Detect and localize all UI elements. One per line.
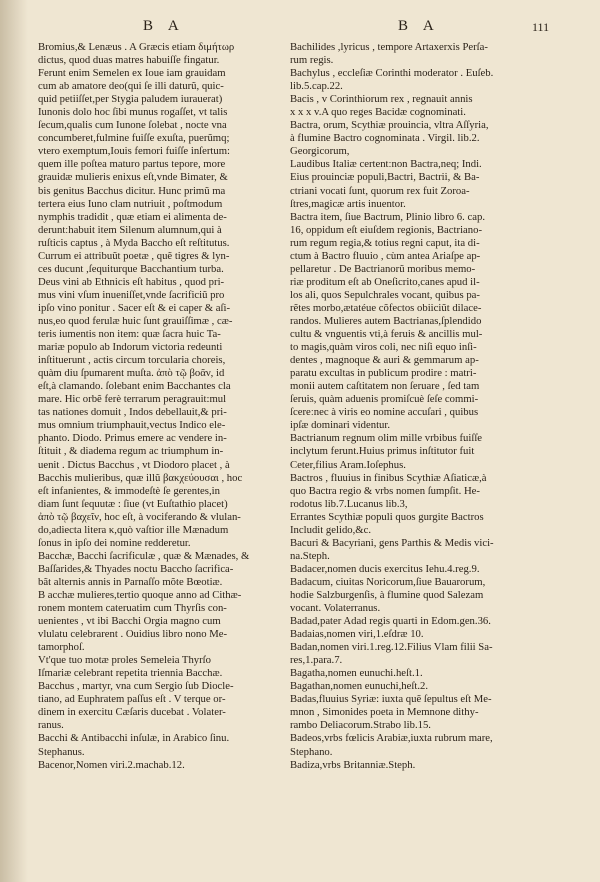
text-line: Vt'que tuo motæ proles Semeleia Thyrſo — [38, 654, 211, 667]
text-line: Ferunt enim Semelen ex Ioue iam grauidam — [38, 67, 226, 80]
page-gutter-shadow — [0, 0, 28, 882]
text-line: Bagathan,nomen eunuchi,heſt.2. — [290, 680, 429, 693]
text-line: tiano, ad Euphratem paſſus eſt . V terque or- — [38, 693, 226, 706]
text-line: ctriani vocati ſunt, quorum rex fuit Zoroa- — [290, 184, 470, 197]
text-line: diam ſunt ſequutæ : ſiue (vt Euſtathio placet) — [38, 497, 228, 510]
text-line: vocant. Volaterranus. — [290, 602, 381, 615]
text-line: ſonus in ipſo dei nomine redderetur. — [38, 536, 191, 549]
right-text-column — [290, 41, 552, 772]
text-line: nymphis tradidit , quæ etiam ei alimenta de- — [38, 210, 227, 223]
text-line: uenit . Dictus Bacchus , vt Diodoro placet , à — [38, 458, 230, 471]
text-line: to magis,quàm viros coli, nec niſi equo inſi- — [290, 341, 477, 354]
text-line: deruntːhabuit item Silenum alumnum,qui à — [38, 223, 222, 236]
text-line: phanto. Diodo. Primus emere ac vendere in- — [38, 432, 227, 445]
text-line: tas nationes domuit , Indos debellauit,& pri- — [38, 406, 227, 419]
text-line: Currum ei attribuũt poetæ , quẽ tigres & lyn- — [38, 249, 230, 262]
text-line: ipſæ dominari videntur. — [290, 419, 391, 432]
text-line: monii autem caſtitatem non ſeruare , ſed tam — [290, 380, 480, 393]
text-line: res,1.para.7. — [290, 654, 343, 667]
text-line: do,adiecta litera κ,quò vaſtior ille Mænadum — [38, 523, 229, 536]
text-line: Georgicorum, — [290, 145, 350, 158]
text-line: quem ille poſtea maturo partus tepore, more — [38, 158, 226, 171]
text-line: dictus, quod duas matres habuiſſe fingatur. — [38, 54, 220, 67]
text-line: Deus vini ab Ethnicis eſt habitus , quod pri- — [38, 275, 225, 288]
text-line: Stephano. — [290, 745, 333, 758]
text-line: randos. Mulieres autem Bactrianas,ſplendido — [290, 314, 482, 327]
text-line: Bactra item, ſiue Bactrum, Plinio libro 6. cap. — [290, 210, 485, 223]
text-line: x x x v.A quo reges Bacidæ cognominati. — [290, 106, 466, 119]
text-line: tertera eius Iuno clam nutriuit , poſtmodum — [38, 197, 223, 210]
text-line: Bactra, orum, Scythiæ prouincia, vltra Aſſyria, — [290, 119, 489, 132]
text-line: mnon , Simonides poeta in Memnone dithy- — [290, 706, 479, 719]
text-line: mus vini vſum inueniſſet,vnde ſacrificiũ pro — [38, 288, 225, 301]
text-line: Includit gelido,&c. — [290, 523, 372, 536]
text-line: grauidæ mulieris enixus eſt,vnde Bimater, & — [38, 171, 228, 184]
text-line: Badacer,nomen ducis exercitus Iehu.4.reg.9. — [290, 562, 480, 575]
text-line: Iſmariæ celebrant repetita triennia Bacchæ. — [38, 667, 223, 680]
text-line: eſt infanientes, & immodeſtè ſe gerentes,in — [38, 484, 220, 497]
text-line: ipſo vino ponitur . Sacer eſt & ei caper & aſi- — [38, 301, 231, 314]
text-line: Eius prouinciæ populi,Bactri, Bactrii, & Ba- — [290, 171, 480, 184]
text-line: ἀπὸ τῷ βαχεῖν, hoc eſt, à vociferando & vlulan- — [38, 510, 241, 523]
text-line: bãt alternis annis in Parnaſſo mõte Bœotiæ. — [38, 575, 223, 588]
text-line: ſtres,magicæ artis inuentor. — [290, 197, 406, 210]
text-line: Bromius,& Lenæus . A Græcis etiam διμήτωρ — [38, 41, 235, 53]
text-line: quo Bactra regio & vrbs nomen ſumpſit. He- — [290, 484, 480, 497]
text-line: Ceter,filius Aram.Ioſephus. — [290, 458, 406, 471]
text-line: mare. Hic orbẽ ferè terrarum peragrauit:mul — [38, 393, 227, 406]
text-line: rum regis. — [290, 54, 334, 67]
text-line: Iunonis dolo hoc ſibi munus rogaſſet, vt talis — [38, 106, 228, 119]
text-line: Baſſarides,& Thyades noctu Baccho ſacrifica- — [38, 562, 234, 575]
text-line: rẽtes morbo,ætatéue cõfectos obiiciũt dilace- — [290, 301, 482, 314]
text-line: Bagatha,nomen eunuchi.heſt.1. — [290, 667, 423, 680]
text-line: vtero exemptum,Iouis femori fuiſſe inſertum: — [38, 145, 231, 158]
text-line: ctum à Bactro fluuio , cùm antea Ariaſpe ap- — [290, 249, 481, 262]
text-line: Errantes Scythiæ populi quos gurgite Bactros — [290, 510, 484, 523]
text-line: vlulatu celebrarent . Ouidius libro nono Me- — [38, 628, 228, 641]
text-line: hodie Salzburgenſis, à flumine quod Salezam — [290, 588, 484, 601]
text-line: ces ducunt ,ſequiturque Bacchantium turba. — [38, 262, 224, 275]
text-line: ronem montem cateruatim cum Thyrſis con- — [38, 602, 227, 615]
running-header — [0, 18, 600, 40]
text-line: Bacchus , martyr, vna cum Sergio ſub Diocle- — [38, 680, 234, 693]
text-line: uenientes , vt ibi Bacchi Orgia magno cum — [38, 615, 221, 628]
left-text-column — [38, 41, 284, 772]
text-line: cum ab amatore deo(qui ſe illi daturũ, quic- — [38, 80, 224, 93]
text-line: bis genitus Bacchus dicitur. Hunc primũ ma — [38, 184, 226, 197]
text-line: na.Steph. — [290, 549, 330, 562]
text-line: riæ proditum eſt ab Oneſicrito,canes apud il- — [290, 275, 480, 288]
text-line: mus omnium triumphauit,vectus Indico ele- — [38, 419, 226, 432]
text-line: ſtituit , & diadema regum ac triumphum in- — [38, 445, 224, 458]
text-line: Badad,pater Adad regis quarti in Edom.gen.36. — [290, 615, 491, 628]
text-line: mariæ populo ab Indorum victoria redeunti — [38, 341, 223, 354]
text-line: rodotus lib.7.Lucanus lib.3, — [290, 497, 408, 510]
text-line: ſecum,qualis cum Iunone ſolebat , nocte vna — [38, 119, 227, 132]
text-line: Bacenor,Nomen viri.2.machab.12. — [38, 758, 185, 771]
header-letters-left: B A — [143, 18, 185, 34]
text-line: teris iumentis non item: quæ ſacra huic Ta- — [38, 328, 221, 341]
text-line: à flumine Bactro cognominata . Virgil. lib.2. — [290, 132, 480, 145]
text-line: tamorphoſ. — [38, 641, 85, 654]
text-line: Badacum, ciuitas Noricorum,ſiue Bauarorum, — [290, 575, 486, 588]
text-line: ranus. — [38, 719, 64, 732]
header-letters-right: B A — [398, 18, 440, 34]
text-line: eſt,à clamando. ſolebant enim Bacchantes cla — [38, 380, 231, 393]
text-line: quid petiiſſet,per Stygia paludem iurauerat) — [38, 93, 223, 106]
text-line: Bachilides ,lyricus , tempore Artaxerxis Perſa- — [290, 41, 488, 53]
text-line: concumberet,fulmine fuiſſe exuſta, puerũmq; — [38, 132, 230, 145]
text-line: Stephanus. — [38, 745, 85, 758]
text-line: 16, oppidum eſt eiuſdem regionis, Bactriano- — [290, 223, 483, 236]
text-line: Badeos,vrbs fœlicis Arabiæ,iuxta rubrum mare, — [290, 732, 493, 745]
text-line: cultu & vnguentis vti,à feruis & ancillis mul- — [290, 328, 483, 341]
page-number: 111 — [532, 20, 550, 34]
text-line: ſcereːnec à viris eo nomine accuſari , quibus — [290, 406, 479, 419]
text-line: Badas,fluuius Syriæ: iuxta quẽ ſepultus eſt Me- — [290, 693, 492, 706]
text-line: Bactrianum regnum olim mille vrbibus fuiſſe — [290, 432, 483, 445]
text-line: rambo Deliacorum.Strabo lib.15. — [290, 719, 431, 732]
text-line: ruſticis captus , à Myda Baccho eſt reſtitutus. — [38, 236, 230, 249]
text-line: rum regum regia,& totius regni caput, ita di- — [290, 236, 480, 249]
text-line: Badan,nomen viri.1.reg.12.Filius Vlam filii Sa- — [290, 641, 493, 654]
text-line: paratu excultas in publicum prodire : matri- — [290, 367, 477, 380]
text-line: pellaretur . De Bactrianorũ moribus memo- — [290, 262, 476, 275]
text-line: Bactros , fluuius in finibus Scythiæ Aſiaticæ,à — [290, 471, 487, 484]
text-line: B acchæ mulieres,tertio quoque anno ad Cithæ- — [38, 588, 242, 601]
text-line: dinem in exercitu Cæſaris ducebat . Volater- — [38, 706, 226, 719]
text-line: Bacchæ, Bacchi ſacrificulæ , quæ & Mænades, & — [38, 549, 250, 562]
text-line: dentes , magnoque & auri & gemmarum ap- — [290, 354, 479, 367]
text-line: Badaias,nomen viri,1.eſdræ 10. — [290, 628, 424, 641]
text-line: los ali, quos Sepulchrales vocant, quibus pa- — [290, 288, 480, 301]
text-line: nus,eo quod ferulæ huic ſunt grauiſſimæ , cæ- — [38, 314, 233, 327]
text-line: Badiza,vrbs Britanniæ.Steph. — [290, 758, 416, 771]
text-line: inclytum ferunt.Huius primus inſtitutor fuit — [290, 445, 475, 458]
text-line: quàm diu ſpumarent muſta. ἀπὸ τῷ βοᾶν, id — [38, 367, 225, 380]
text-line: Laudibus Italiæ certentːnon Bactra,neq; Indi. — [290, 158, 482, 171]
text-line: ſeruis, quàm aduenis promiſcuè ſeſe commi- — [290, 393, 479, 406]
text-line: inſtituerunt , actis circum torcularia choreis, — [38, 354, 226, 367]
text-line: Bacchi & Antibacchi inſulæ, in Arabico ſinu. — [38, 732, 230, 745]
text-line: Bachylus , eccleſiæ Corinthi moderator . Euſeb. — [290, 67, 494, 80]
text-line: Bacchis mulieribus, quæ illũ βακχεύουσαι , hoc — [38, 471, 243, 484]
text-line: Bacuri & Bacyriani, gens Parthis & Medis vici- — [290, 536, 494, 549]
text-line: lib.5.cap.22. — [290, 80, 343, 93]
text-line: Bacis , v Corinthiorum rex , regnauit annis — [290, 93, 473, 106]
